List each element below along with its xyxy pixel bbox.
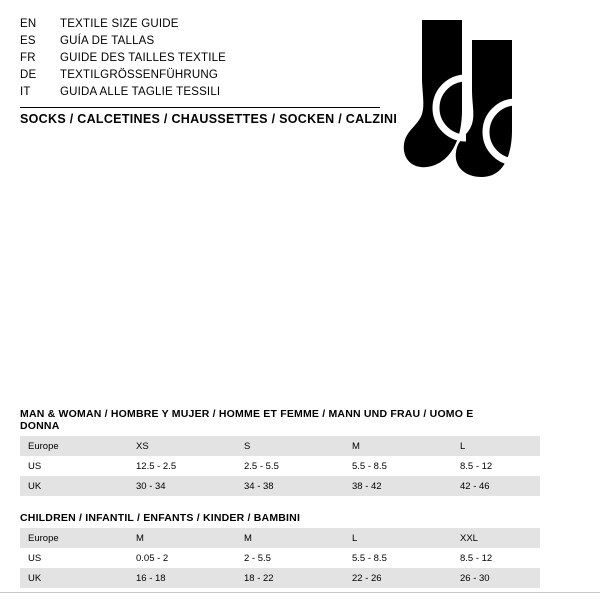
- table-cell: S: [236, 436, 344, 456]
- table-cell: 26 - 30: [452, 568, 540, 588]
- table-cell: 38 - 42: [344, 476, 452, 496]
- table-cell: US: [20, 548, 128, 568]
- language-code: ES: [20, 35, 36, 47]
- table-cell: 30 - 34: [128, 476, 236, 496]
- table-cell: M: [344, 436, 452, 456]
- section-children: [20, 512, 500, 588]
- table-cell: XXL: [452, 528, 540, 548]
- table-cell: Europe: [20, 528, 128, 548]
- language-row: [20, 69, 380, 86]
- table-cell: US: [20, 456, 128, 476]
- table-cell: 5.5 - 8.5: [344, 456, 452, 476]
- language-label: TEXTILE SIZE GUIDE: [60, 18, 179, 30]
- language-row: [20, 18, 380, 35]
- language-code: DE: [20, 69, 37, 81]
- language-label: GUIDE DES TAILLES TEXTILE: [60, 52, 227, 64]
- table-cell: 16 - 18: [128, 568, 236, 588]
- socks-illustration: [400, 14, 580, 179]
- table-cell: 5.5 - 8.5: [344, 548, 452, 568]
- table-cell: M: [128, 528, 236, 548]
- table-cell: UK: [20, 568, 128, 588]
- table-row: [20, 476, 540, 496]
- table-cell: L: [452, 436, 540, 456]
- language-label: GUIDA ALLE TAGLIE TESSILI: [60, 86, 221, 98]
- table-cell: 22 - 26: [344, 568, 452, 588]
- table-cell: 12.5 - 2.5: [128, 456, 236, 476]
- page-title: SOCKS / CALCETINES / CHAUSSETTES / SOCKEN / CALZINI: [20, 112, 398, 126]
- size-table-children: [20, 528, 540, 588]
- language-code: IT: [20, 86, 31, 98]
- language-code: EN: [20, 18, 37, 30]
- section-title: MAN & WOMAN / HOMBRE Y MUJER / HOMME ET FEMME / MANN UND FRAU / UOMO E DONNA: [20, 408, 474, 432]
- table-cell: 2.5 - 5.5: [236, 456, 344, 476]
- table-row: [20, 528, 540, 548]
- table-cell: 42 - 46: [452, 476, 540, 496]
- table-cell: XS: [128, 436, 236, 456]
- table-cell: 8.5 - 12: [452, 456, 540, 476]
- table-cell: 0.05 - 2: [128, 548, 236, 568]
- language-label: TEXTILGRÖSSENFÜHRUNG: [60, 69, 218, 81]
- language-row: [20, 86, 380, 103]
- table-cell: UK: [20, 476, 128, 496]
- language-code: FR: [20, 52, 36, 64]
- language-label: GUÍA DE TALLAS: [60, 35, 155, 47]
- table-row: [20, 456, 540, 476]
- table-row: [20, 436, 540, 456]
- title-divider: [20, 107, 380, 108]
- table-cell: 8.5 - 12: [452, 548, 540, 568]
- language-list: [20, 18, 380, 103]
- language-row: [20, 52, 380, 69]
- bottom-divider: [0, 592, 600, 593]
- size-table-men-women: [20, 436, 540, 496]
- table-cell: Europe: [20, 436, 128, 456]
- table-cell: 34 - 38: [236, 476, 344, 496]
- table-cell: M: [236, 528, 344, 548]
- table-row: [20, 568, 540, 588]
- table-row: [20, 548, 540, 568]
- table-cell: 18 - 22: [236, 568, 344, 588]
- section-men-women: [20, 408, 500, 496]
- table-cell: L: [344, 528, 452, 548]
- section-title: CHILDREN / INFANTIL / ENFANTS / KINDER / BAMBINI: [20, 512, 301, 524]
- language-row: [20, 35, 380, 52]
- table-cell: 2 - 5.5: [236, 548, 344, 568]
